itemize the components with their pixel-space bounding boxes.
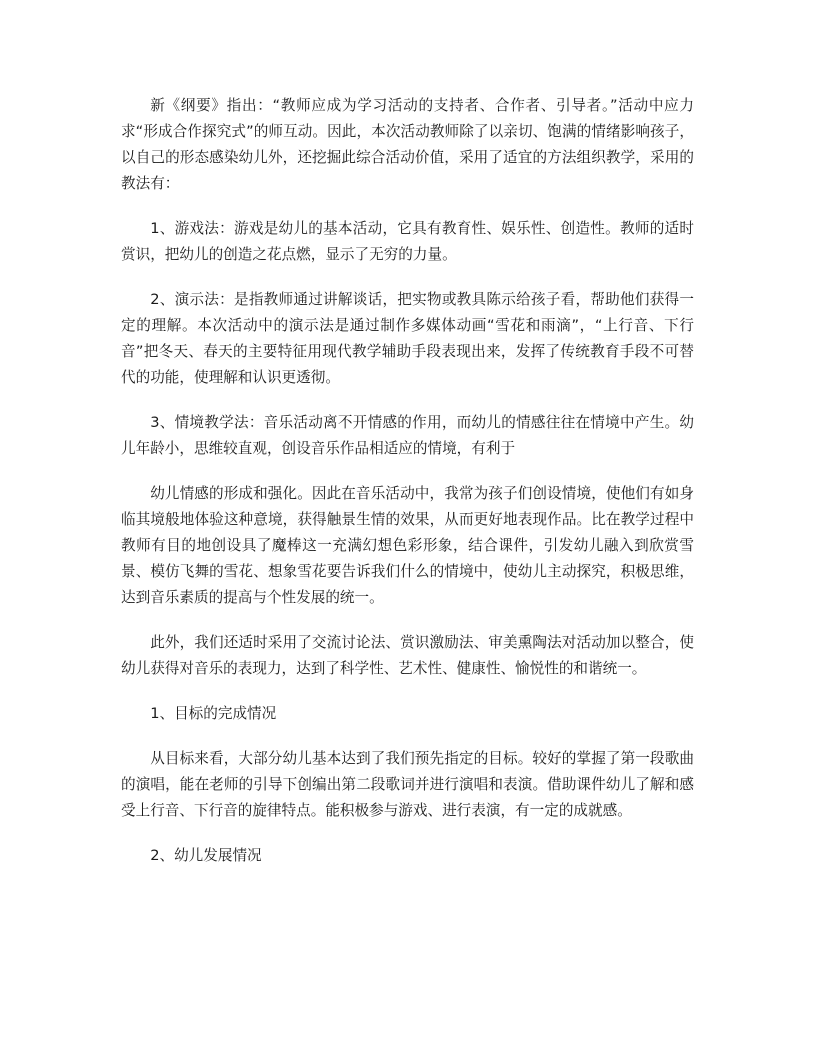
paragraph-game-method: 1、游戏法：游戏是幼儿的基本活动，它具有教育性、娱乐性、创造性。教师的适时赏识，把幼儿的创造之花点燃，显示了无穷的力量。 <box>121 220 694 263</box>
paragraph-situational-method: 3、情境教学法：音乐活动离不开情感的作用，而幼儿的情感往往在情境中产生。幼儿年龄小，思维较直观，创设音乐作品相适应的情境，有利于 <box>121 414 694 457</box>
heading-goal-completion: 1、目标的完成情况 <box>150 705 277 722</box>
paragraph-intro: 新《纲要》指出：“教师应成为学习活动的支持者、合作者、引导者。”活动中应力求“形成合作探究式”的师互动。因此，本次活动教师除了以亲切、饱满的情绪影响孩子，以自己的形态感染幼儿外，还挖掘此综合活动价值，采用了适宜的方法组织教学，采用的教法有： <box>121 97 694 192</box>
paragraph-situational-continued: 幼儿情感的形成和强化。因此在音乐活动中，我常为孩子们创设情境，使他们有如身临其境般地体验这种意境，获得触景生情的效果，从而更好地表现作品。比在教学过程中教师有目的地创设具了魔棒这一充满幻想色彩形象，结合课件，引发幼儿融入到欣赏雪景、模仿飞舞的雪花、想象雪花要告诉我们什么的情境中，使幼儿主动探究，积极思维，达到音乐素质的提高与个性发展的统一。 <box>121 485 694 606</box>
paragraph-other-methods: 此外，我们还适时采用了交流讨论法、赏识激励法、审美熏陶法对活动加以整合，使幼儿获得对音乐的表现力，达到了科学性、艺术性、健康性、愉悦性的和谐统一。 <box>121 634 694 677</box>
paragraph-goal-completion: 从目标来看，大部分幼儿基本达到了我们预先指定的目标。较好的掌握了第一段歌曲的演唱，能在老师的引导下创编出第二段歌词并进行演唱和表演。借助课件幼儿了解和感受上行音、下行音的旋律特点。能积极参与游戏、进行表演，有一定的成就感。 <box>121 750 694 819</box>
paragraph-demonstration-method: 2、演示法：是指教师通过讲解谈话，把实物或教具陈示给孩子看，帮助他们获得一定的理解。本次活动中的演示法是通过制作多媒体动画“雪花和雨滴”，“上行音、下行音”把冬天、春天的主要特征用现代教学辅助手段表现出来，发挥了传统教育手段不可替代的功能，使理解和认识更透彻。 <box>121 291 694 386</box>
heading-child-development: 2、幼儿发展情况 <box>150 847 262 864</box>
document-body <box>121 93 694 888</box>
